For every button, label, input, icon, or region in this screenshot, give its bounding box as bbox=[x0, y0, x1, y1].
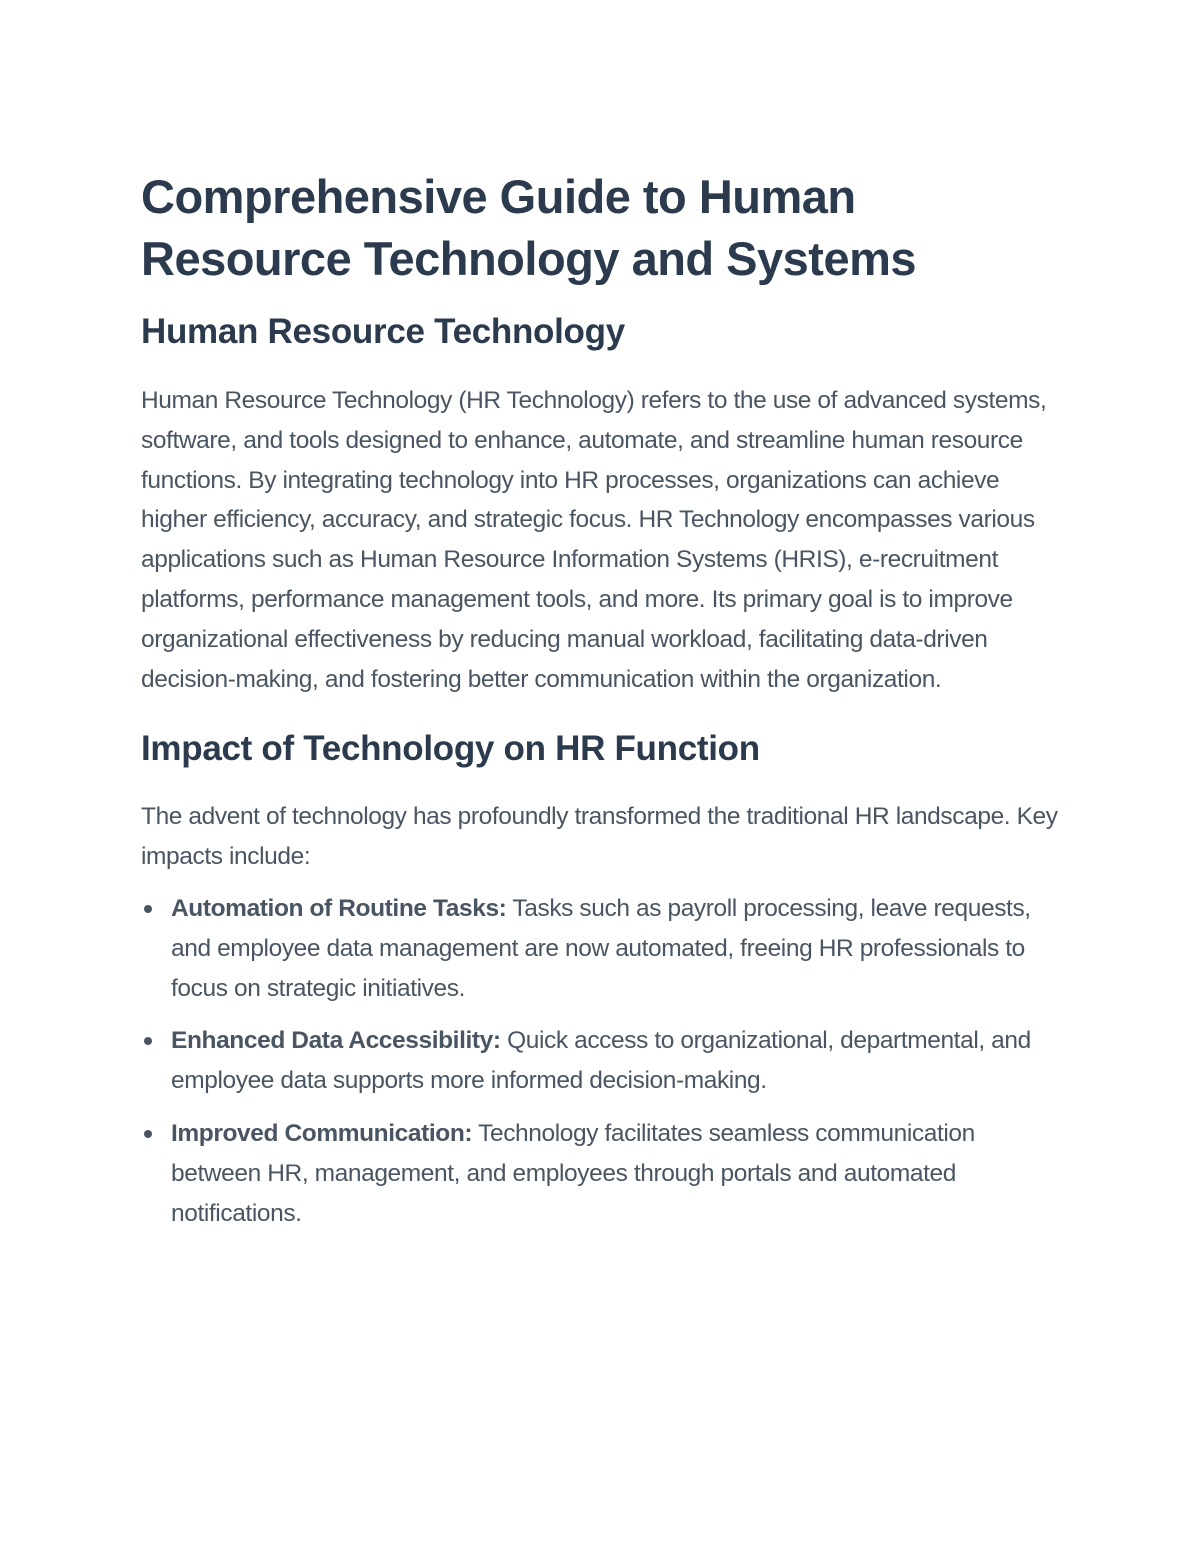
list-item-text: Technology facilitates seamless communication between HR, management, and employees through portals and automated notifications. bbox=[171, 1119, 975, 1227]
section-paragraph: The advent of technology has profoundly transformed the traditional HR landscape. Key impacts include: bbox=[141, 803, 1058, 871]
list-item bbox=[141, 1114, 1061, 1233]
bullet-icon bbox=[144, 1037, 152, 1045]
section-hr-technology bbox=[141, 310, 1061, 699]
list-item-text: Tasks such as payroll processing, leave requests, and employee data management are now automated, freeing HR professionals to focus on strategic initiatives. bbox=[171, 894, 1031, 1002]
list-item bbox=[141, 889, 1061, 1008]
bullet-icon bbox=[144, 905, 152, 913]
list-item-term: Enhanced Data Accessibility: bbox=[171, 1027, 501, 1055]
section-paragraph: Human Resource Technology (HR Technology) refers to the use of advanced systems, software, and tools designed to enhance, automate, and streamline human resource functions. By integrating technology into HR processes, organizations can achieve higher efficiency, accuracy, and strategic focus. HR Technology encompasses various applications such as Human Resource Information Systems (HRIS), e-recruitment platforms, performance management tools, and more. Its primary goal is to improve organizational effectiveness by reducing manual workload, facilitating data-driven decision-making, and fostering better communication within the organization. bbox=[141, 387, 1047, 693]
document-title: Comprehensive Guide to Human Resource Technology and Systems bbox=[141, 170, 917, 285]
document-page bbox=[141, 166, 1061, 1246]
bullet-icon bbox=[144, 1130, 152, 1138]
section-heading: Impact of Technology on HR Function bbox=[141, 729, 760, 769]
section-heading: Human Resource Technology bbox=[141, 312, 625, 351]
list-item-term: Automation of Routine Tasks: bbox=[171, 894, 507, 922]
list-item bbox=[141, 1021, 1061, 1101]
impacts-list bbox=[141, 889, 1061, 1233]
list-item-text: Quick access to organizational, departmental, and employee data supports more informed decision-making. bbox=[171, 1027, 1031, 1095]
section-impact-of-technology bbox=[141, 727, 1061, 1233]
list-item-term: Improved Communication: bbox=[171, 1119, 473, 1147]
